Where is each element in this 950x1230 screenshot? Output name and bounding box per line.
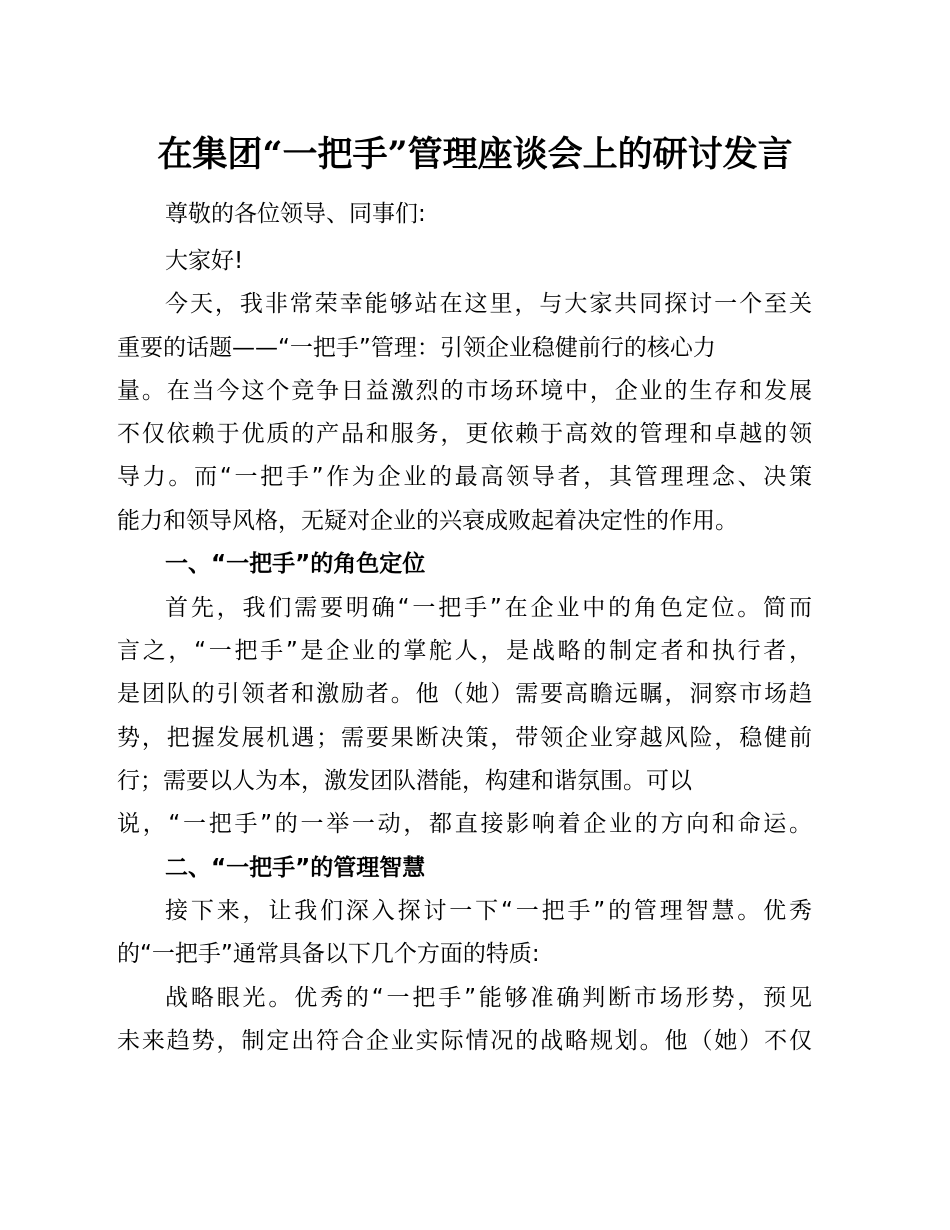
paragraph-line: 的“一把手”通常具备以下几个方面的特质: — [117, 941, 540, 967]
paragraph-line: 势，把握发展机遇；需要果断决策，带领企业穿越风险，稳健前 — [117, 725, 812, 751]
paragraph-line: 言之，“一把手”是企业的掌舵人，是战略的制定者和执行者， — [117, 638, 812, 664]
paragraph-line: 是团队的引领者和激励者。他（她）需要高瞻远瞩，洞察市场趋 — [117, 681, 812, 707]
section-heading-1: 一、“一把手”的角色定位 — [165, 551, 426, 577]
paragraph-line: 首先，我们需要明确“一把手”在企业中的角色定位。简而 — [165, 595, 812, 621]
paragraph-line: 不仅依赖于优质的产品和服务，更依赖于高效的管理和卓越的领 — [117, 421, 812, 447]
paragraph-line: 导力。而“一把手”作为企业的最高领导者，其管理理念、决策 — [117, 464, 812, 490]
greeting: 大家好! — [165, 248, 244, 274]
paragraph-line: 重要的话题——“一把手”管理：引领企业稳健前行的核心力 — [117, 335, 716, 361]
paragraph-line: 量。在当今这个竞争日益激烈的市场环境中，企业的生存和发展 — [117, 378, 812, 404]
paragraph-line: 能力和领导风格，无疑对企业的兴衰成败起着决定性的作用。 — [117, 508, 738, 534]
paragraph-line: 接下来，让我们深入探讨一下“一把手”的管理智慧。优秀 — [165, 898, 812, 924]
paragraph-line: 未来趋势，制定出符合企业实际情况的战略规划。他（她）不仅 — [117, 1028, 812, 1054]
paragraph-line: 今天，我非常荣幸能够站在这里，与大家共同探讨一个至关 — [165, 291, 812, 317]
paragraph-line: 行；需要以人为本，激发团队潜能，构建和谐氛围。可以 — [117, 768, 692, 794]
document-title: 在集团“一把手”管理座谈会上的研讨发言 — [157, 134, 793, 175]
paragraph-line: 战略眼光。优秀的“一把手”能够准确判断市场形势，预见 — [165, 985, 812, 1011]
salutation: 尊敬的各位领导、同事们: — [165, 201, 426, 227]
paragraph-line: 说，“一把手”的一举一动，都直接影响着企业的方向和命运。 — [117, 811, 812, 837]
section-heading-2: 二、“一把手”的管理智慧 — [165, 855, 426, 881]
